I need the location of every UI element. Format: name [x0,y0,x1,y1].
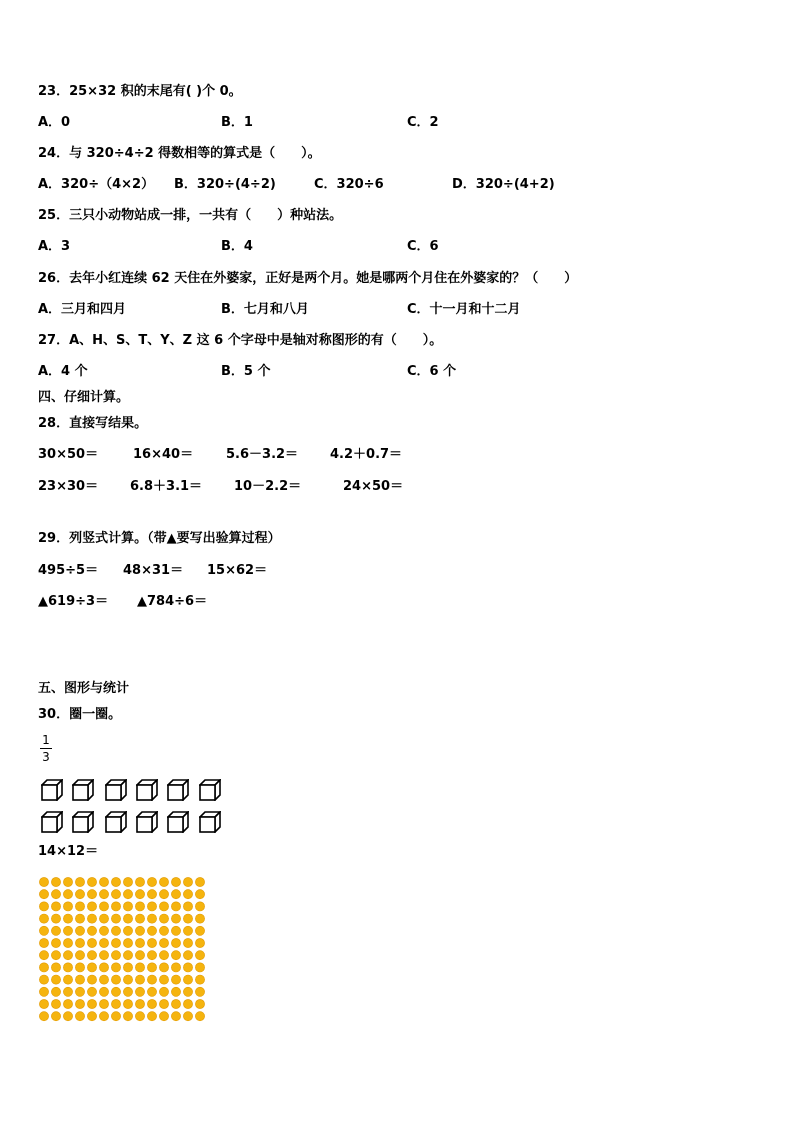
dot [135,877,144,886]
dot [171,975,180,984]
dot [111,987,120,996]
dot [99,914,108,923]
cube-icon [199,811,221,833]
q24-option-b: B．320÷(4÷2) [174,177,276,192]
dot [75,975,84,984]
dot [147,926,156,935]
dot [123,938,132,947]
dot [63,975,72,984]
dot [135,914,144,923]
dot [87,890,96,899]
dot [39,987,48,996]
dot [51,914,60,923]
dot [63,902,72,911]
section-5-title: 五、图形与统计 [38,681,130,696]
dot [99,890,108,899]
cube-icon [136,779,158,801]
dot [111,1012,120,1021]
dot [159,951,168,960]
dot [171,926,180,935]
dot [171,999,180,1008]
dot [75,938,84,947]
dot [147,951,156,960]
dot [183,951,192,960]
q28-item: 4.2＋0.7＝ [330,447,403,462]
dot [87,975,96,984]
dot [171,890,180,899]
dot [135,926,144,935]
dot [171,963,180,972]
q25-option-c: C．6 [407,239,439,254]
dot [99,926,108,935]
q26-option-b: B．七月和八月 [221,302,309,317]
dot [87,963,96,972]
q27-option-a: A．4 个 [38,364,88,379]
dot [87,877,96,886]
dot [39,1012,48,1021]
dot [75,877,84,886]
dot [63,963,72,972]
dot [183,1012,192,1021]
fraction-denominator: 3 [42,750,50,764]
dot [159,926,168,935]
dot [123,963,132,972]
dot [171,951,180,960]
dot [135,987,144,996]
question-29-stem: 29．列竖式计算。（带▲要写出验算过程） [38,531,281,546]
q25-option-a: A．3 [38,239,71,254]
dot [75,1012,84,1021]
q28-item: 16×40＝ [133,447,194,462]
q28-item: 30×50＝ [38,447,99,462]
q28-item: 24×50＝ [343,479,404,494]
dot [51,890,60,899]
dot-array [38,876,212,1024]
dot [147,902,156,911]
q24-option-a: A．320÷（4×2） [38,177,155,192]
q28-item: 5.6－3.2＝ [226,447,299,462]
dot [123,890,132,899]
dot [99,951,108,960]
cube-icon [105,811,127,833]
dot [135,938,144,947]
q25-option-b: B．4 [221,239,253,254]
dot [111,938,120,947]
cube-icon [72,779,94,801]
dot [123,902,132,911]
dot [51,999,60,1008]
dot [39,914,48,923]
dot [75,951,84,960]
dot [111,890,120,899]
q29-item: ▲784÷6＝ [137,594,208,609]
dot [39,877,48,886]
dot [51,877,60,886]
dot [195,877,204,886]
dot [87,951,96,960]
dot [39,975,48,984]
dot [87,926,96,935]
q26-option-c: C．十一月和十二月 [407,302,521,317]
dot [171,877,180,886]
dot [135,890,144,899]
dot [183,963,192,972]
question-25-stem: 25．三只小动物站成一排，一共有（ ）种站法。 [38,208,343,223]
dot [159,902,168,911]
dot [159,877,168,886]
section-4-title: 四、仔细计算。 [38,390,130,405]
dot [39,938,48,947]
dot [111,877,120,886]
dot [195,938,204,947]
dot [39,890,48,899]
dot [51,938,60,947]
dot [135,963,144,972]
dot [183,890,192,899]
dot [195,963,204,972]
q29-item: ▲619÷3＝ [38,594,109,609]
question-27-stem: 27．A、H、S、T、Y、Z 这 6 个字母中是轴对称图形的有（ ）。 [38,333,443,348]
dot [87,999,96,1008]
dot [99,1012,108,1021]
dot [111,902,120,911]
dot [159,999,168,1008]
dot [123,975,132,984]
q29-item: 495÷5＝ [38,563,99,578]
dot [183,987,192,996]
q23-option-c: C．2 [407,115,439,130]
dot [183,914,192,923]
dot [111,963,120,972]
dot [99,877,108,886]
dot [147,987,156,996]
fraction-bar [40,748,52,749]
q27-option-b: B．5 个 [221,364,271,379]
dot [87,987,96,996]
cube-icon [72,811,94,833]
dot [99,987,108,996]
dot [87,914,96,923]
dot [123,1012,132,1021]
dot [171,914,180,923]
q28-item: 23×30＝ [38,479,99,494]
dot [99,938,108,947]
dot [123,914,132,923]
dot [111,951,120,960]
dot [123,999,132,1008]
question-24-stem: 24．与 320÷4÷2 得数相等的算式是（ ）。 [38,146,321,161]
cube-icon [136,811,158,833]
dot [63,914,72,923]
dot [99,975,108,984]
dot [63,926,72,935]
dot [51,926,60,935]
dot [63,987,72,996]
q24-option-d: D．320÷(4+2) [452,177,555,192]
dot [63,951,72,960]
cube-icon [167,811,189,833]
cube-icon [105,779,127,801]
dot [195,902,204,911]
dot [39,902,48,911]
dot [183,975,192,984]
dot [99,963,108,972]
dot [147,963,156,972]
dot [75,902,84,911]
dot [147,890,156,899]
q29-item: 48×31＝ [123,563,184,578]
question-26-stem: 26．去年小红连续 62 天住在外婆家，正好是两个月。她是哪两个月住在外婆家的？（ ） [38,271,578,286]
dot [147,914,156,923]
dot [111,999,120,1008]
dot [75,914,84,923]
dot [63,877,72,886]
dot [135,999,144,1008]
dot [51,963,60,972]
dot [195,1012,204,1021]
question-30-stem: 30．圈一圈。 [38,707,122,722]
dot [195,999,204,1008]
dot [75,890,84,899]
dot [135,975,144,984]
dot [135,1012,144,1021]
dot [87,1012,96,1021]
question-23-stem: 23．25×32 积的末尾有( )个 0。 [38,84,242,99]
dot [39,926,48,935]
dot [51,975,60,984]
dot [123,926,132,935]
dot [63,999,72,1008]
dot [75,999,84,1008]
q27-option-c: C．6 个 [407,364,457,379]
dot [183,877,192,886]
dot [63,938,72,947]
q30-expression: 14×12＝ [38,844,99,859]
dot [183,999,192,1008]
dot [111,926,120,935]
q23-option-a: A．0 [38,115,71,130]
dot [135,902,144,911]
q28-item: 10－2.2＝ [234,479,302,494]
dot [147,1012,156,1021]
dot [51,1012,60,1021]
dot [159,890,168,899]
dot [159,1012,168,1021]
fraction-one-third [40,733,52,764]
fraction-numerator: 1 [42,733,50,747]
dot [135,951,144,960]
dot [39,999,48,1008]
dot [195,975,204,984]
dot [147,877,156,886]
dot [159,975,168,984]
dot [39,963,48,972]
dot [183,926,192,935]
dot [123,951,132,960]
dot [195,914,204,923]
dot [183,902,192,911]
dot [159,914,168,923]
dot [63,1012,72,1021]
dot [123,877,132,886]
q23-option-b: B．1 [221,115,253,130]
dot [75,963,84,972]
dot [147,975,156,984]
cube-icon [41,811,63,833]
dot [159,963,168,972]
question-28-stem: 28．直接写结果。 [38,416,148,431]
q26-option-a: A．三月和四月 [38,302,127,317]
dot [147,999,156,1008]
dot [195,987,204,996]
dot [51,987,60,996]
dot [195,926,204,935]
cube-icon [41,779,63,801]
dot [171,938,180,947]
dot [123,987,132,996]
dot [171,987,180,996]
q29-item: 15×62＝ [207,563,268,578]
dot [63,890,72,899]
cube-icon [199,779,221,801]
cube-icon [167,779,189,801]
dot [51,902,60,911]
dot [111,975,120,984]
dot [99,999,108,1008]
dot [159,987,168,996]
dot [75,926,84,935]
dot [159,938,168,947]
dot [111,914,120,923]
q24-option-c: C．320÷6 [314,177,384,192]
dot [75,987,84,996]
dot [39,951,48,960]
dot [51,951,60,960]
dot [171,902,180,911]
dot [99,902,108,911]
dot [87,938,96,947]
dot [171,1012,180,1021]
dot [147,938,156,947]
q28-item: 6.8＋3.1＝ [130,479,203,494]
dot [183,938,192,947]
dot [195,890,204,899]
dot [195,951,204,960]
dot [87,902,96,911]
